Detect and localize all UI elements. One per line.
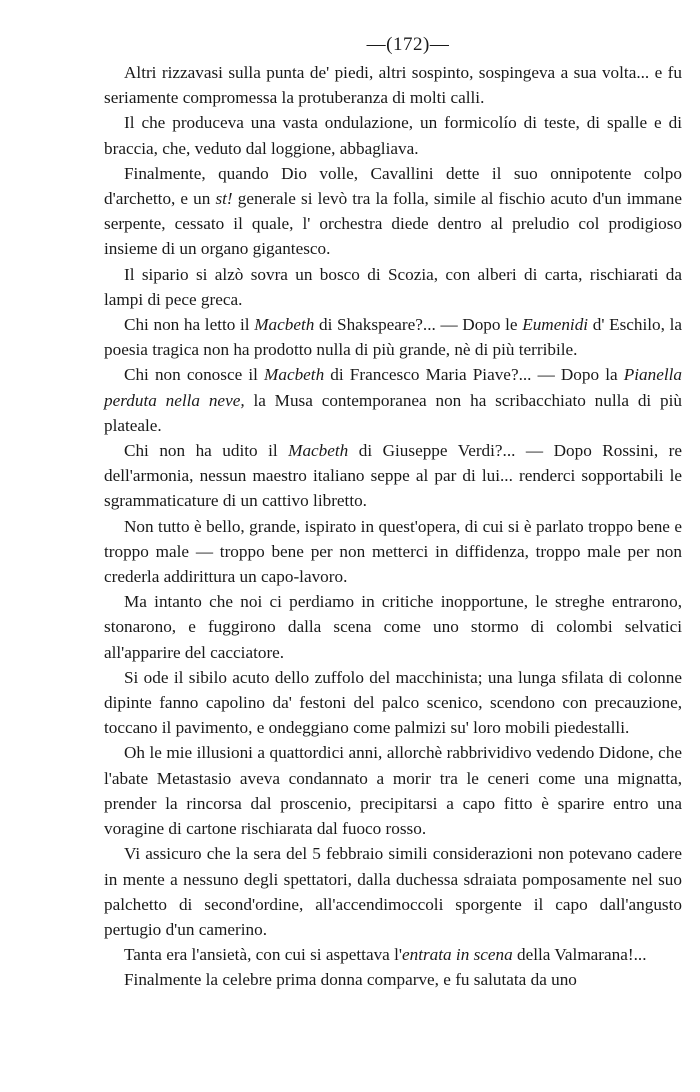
paragraph xyxy=(104,262,682,312)
text-run: d' Eschilo, la poesia tragica non ha prodotto nulla di più grande, nè di più terribile. xyxy=(104,315,682,360)
italic-run: Pianella perduta nella neve, xyxy=(104,365,682,410)
paragraph xyxy=(104,438,682,514)
paragraph xyxy=(104,740,682,841)
italic-run: Macbeth xyxy=(254,315,315,335)
paragraph xyxy=(104,312,682,362)
text-run: Altri rizzavasi sulla punta de' piedi, altri sospinto, sospingeva a sua volta... e fu seriamente compromessa la protuberanza di molti calli. xyxy=(104,63,682,108)
text-run: Finalmente, quando Dio volle, Cavallini dette il suo onnipotente colpo d'archetto, e un xyxy=(104,163,682,209)
text-run: Oh le mie illusioni a quattordici anni, allorchè rabbrividivo vedendo Didone, che l'abate Metastasio aveva condannato a morir tra le ceneri come una mignatta, prender la rincorsa dal proscenio, precipitarsi a capo fitto è sparire entro una voragine di cartone rischiarata dal fuoco rosso. xyxy=(104,743,682,839)
text-run: della Valmarana!... xyxy=(512,945,647,965)
paragraph xyxy=(104,362,682,438)
text-run: la Musa contemporanea non ha scribacchiato nulla di più plateale. xyxy=(104,390,682,435)
text-run: Vi assicuro che la sera del 5 febbraio simili considerazioni non potevano cadere in mente a nessuno degli spettatori, dalla duchessa sdraiata pomposamente nel suo palchetto di second'ordine, all'accendimoccoli sporgente il capo dall'angusto pertugio d'un camerino. xyxy=(104,844,682,939)
text-run: di Francesco Maria Piave?... — Dopo la xyxy=(324,365,624,385)
text-run: Chi non ha letto il xyxy=(124,315,255,335)
paragraph xyxy=(104,967,682,992)
paragraph xyxy=(104,60,682,110)
text-run: Finalmente la celebre prima donna comparve, e fu salutata da uno xyxy=(124,970,577,990)
text-run: Il sipario si alzò sovra un bosco di Scozia, con alberi di carta, rischiarati da lampi di pece greca. xyxy=(104,264,682,309)
paragraph xyxy=(104,942,682,967)
text-run: Ma intanto che noi ci perdiamo in critiche inopportune, le streghe entrarono, stonarono, e fuggirono dalla scena come uno stormo di colombi selvatici all'apparire del cacciatore. xyxy=(104,592,682,662)
text-run: Il che produceva una vasta ondulazione, un formicolío di teste, di spalle e di braccia, che, veduto dal loggione, abbagliava. xyxy=(104,113,682,158)
text-run: Chi non ha udito il xyxy=(124,441,289,461)
paragraph xyxy=(104,514,682,590)
page-number: —(172)— xyxy=(366,34,450,55)
text-run: generale si levò tra la folla, simile al fischio acuto d'un immane serpente, cessato il quale, l' orchestra diede dentro al preludio col prodigioso insieme di un organo gigantesco. xyxy=(104,189,682,259)
paragraph xyxy=(104,589,682,665)
italic-run: Macbeth xyxy=(264,365,325,385)
italic-run: Eumenidi xyxy=(522,315,589,335)
text-run: di Giuseppe Verdi?... — Dopo Rossini, re dell'armonia, nessun maestro italiano seppe al par di lui... renderci sopportabili le sgrammaticature di un cattivo libretto. xyxy=(104,441,682,511)
text-run: Si ode il sibilo acuto dello zuffolo del macchinista; una lunga sfilata di colonne dipinte fanno capolino da' festoni del palco scenico, scendono con precauzione, toccano il pavimento, e ondeggiano come palmizi su' loro mobili piedestalli. xyxy=(104,667,682,738)
text-run: di Shakspeare?... — Dopo le xyxy=(314,315,523,335)
paragraph xyxy=(104,161,682,262)
text-run: Chi non conosce il xyxy=(124,365,265,385)
paragraph xyxy=(104,110,682,160)
book-page xyxy=(104,31,682,1086)
italic-run: Macbeth xyxy=(288,441,349,461)
paragraph xyxy=(104,841,682,942)
italic-run: entrata in scena xyxy=(401,945,513,965)
paragraph xyxy=(104,665,682,741)
text-run: Tanta era l'ansietà, con cui si aspettava l' xyxy=(124,945,402,965)
body-text xyxy=(104,60,682,993)
italic-run: st! xyxy=(215,189,233,209)
text-run: Non tutto è bello, grande, ispirato in quest'opera, di cui si è parlato troppo bene e troppo male — troppo bene per non metterci in diffidenza, troppo male per non crederla addirittura un capo-lavoro. xyxy=(104,516,682,587)
